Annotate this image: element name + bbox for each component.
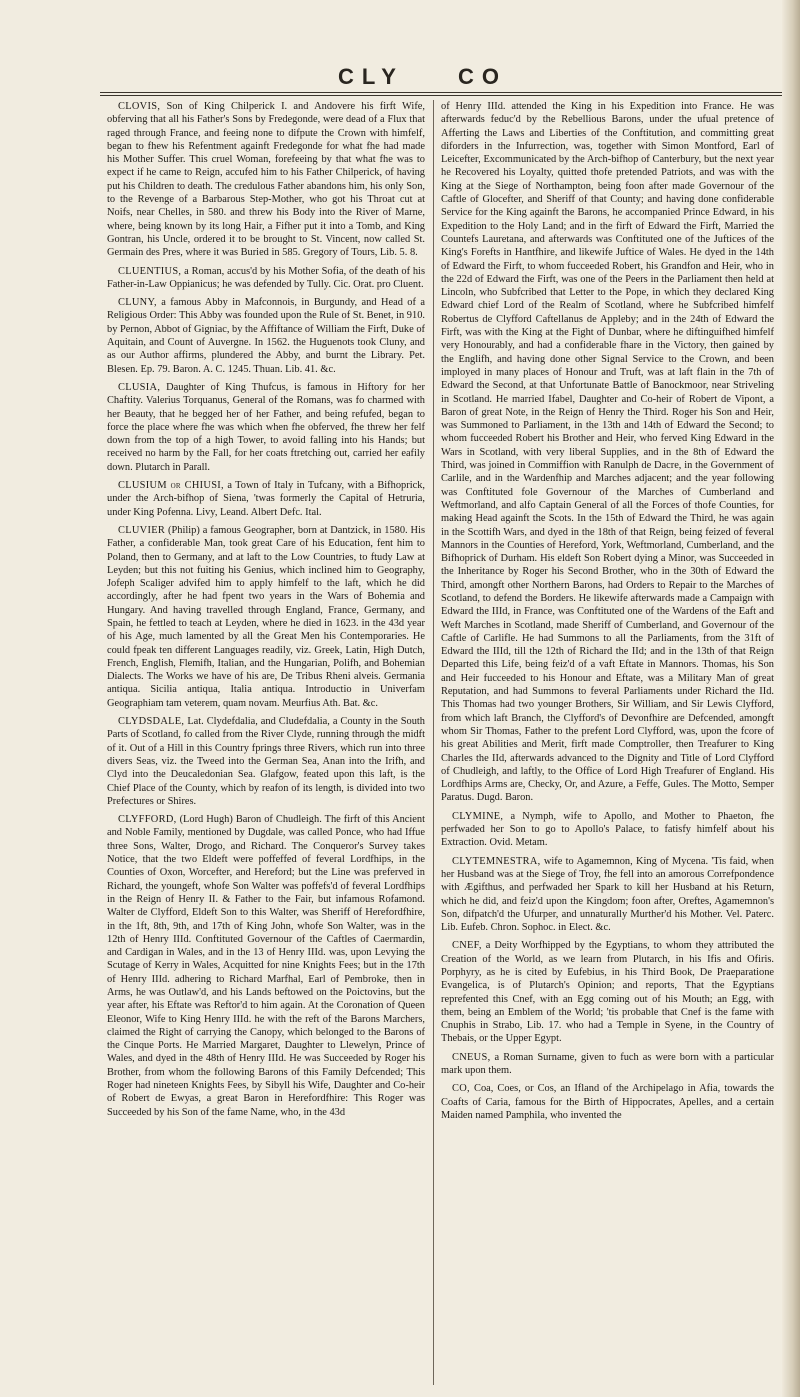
dictionary-entry (107, 479, 425, 519)
entry-text: a Roman, accus'd by his Mother Sofia, of the death of his Father-in-Law Oppianicus; he was defended by Tully. Cic. Orat. pro Cluent. (107, 265, 425, 290)
running-head-left: CLY (338, 64, 404, 89)
entry-headword: CLUVIER (118, 524, 166, 536)
dictionary-entry (441, 1051, 774, 1078)
running-head-right: CO (458, 64, 507, 89)
entry-headword: CLOVIS, (118, 101, 161, 112)
dictionary-entry (107, 296, 425, 376)
entry-text: a Deity Worfhipped by the Egyptians, to whom they attributed the Creation of the World, as we learn from Plutarch, in his Ifis and Ofiris. Porphyry, as he is cited by Eufebius, in his Third Book, De Praeparatione Evangelica, is of Plutarch's Opinion; and reports, That the Egyptians reprefented this Cnef, with an Egg coming out of his Mouth; an Egg, with them, being an Emblem of the World; 'tis probable that Cnef is the fame with Cnuphis in Strabo, Lib. 17. who had a Temple in Syene, in the Country of Thebais, or the Upper Egypt. (441, 940, 774, 1045)
dictionary-entry (107, 100, 425, 260)
header-rule (100, 92, 790, 93)
dictionary-entry (107, 265, 425, 292)
entry-text: of Henry IIId. attended the King in his Expedition into France. He was afterwards feduc'd by the Rebellious Barons, under the ufual pretence of Afferting the Laws and Liberties of the Conftitution, and committing great diforders in the Infurrection, was, together with Simon Montford, Earl of Leicefter, Excommunicated by the Arch-bifhop of Canterbury, but the next year he Recovered his Loyalty, quitted thofe pretended Patriots, and was with the King at the Siege of Northampton, being foon after made Governour of the Caftle of Glocefter, and Sheriff of that County; and having done confiderable Service for the King againft the Barons, he accompanied Prince Edward, in his Expedition to the Holy Land; and in the firft of Edward the Firft, Married the Countefs Lauretana, and afterwards was Conftituted one of the Juftices of the King's Forefts in Hantfhire, and likewife Juftice of Wales. He dyed in the 14th of Edward the Firft, to whom fucceeded Robert, his Grandfon and Heir, who in the 22d of Edward the Firft, was one of the Peers in the Parliament then held at Lincoln, who Subfcribed that Letter to the Pope, in which they declared King Edward chief Lord of the Realm of Scotland, where he Subfcribed himfelf Robertus de Clyfford Caftellanus de Appleby; and in the 24th of Edward the Firft, was with the King at the Fight of Dunbar, where he diftinguifhed himfelf very Honourably, and had a confiderable fhare in the Victory, then gained by the Englifh, and having done other Signal Service to the Crown, and been imployed in many places of Honour and Truft, was at laft flain in the 7th of Edward the Second, at that Unfortunate Battle of Banockmoor, near Striveling in Scotland. He married Ifabel, Daughter and Co-heir of Robert de Vipont, a Baron of great Note, in the Reign of Henry the Third. Roger his Son and Heir, was Summoned to Parliament, in the 13th and 14th of Edward the Second; to whom fucceeded Robert his Brother and Heir, who ferved King Edward in the Wars in Scotland, with very liberal Supplies, and in the 8th of Edward the Third, was joined in Commiffion with Ranulph de Dacre, in the Government of Carlile, and in the Wardenfhip and Marches adjacent; and the year following was Conftituted fole Governour of the Marches of Cumberland and Weftmorland, and alfo Captain General of all the Forces of thofe Counties, for making Head againft the Scots. In the 15th of Edward the Third, he was again in the Scottifh Wars, and dyed in the 18th of that Reign, being feized of feveral Mannors in the Counties of Hereford, York, Weftmorland, Cumberland, and the Bifhoprick of Durham. His eldeft Son Robert dying a Minor, was Succeeded in the Inheritance by Roger his Second Brother, who in the 30th of Edward the Third, amongft other Northern Barons, had Orders to Repair to the Marches of Scotland, to defend the Borders. He likewife afterwards made a Campaign with Edward the IIId, in France, was Conftituted one of the Wardens of the Eaft and Weft Marches in Scotland, made Sheriff of Cumberland, and Governour of the Caftle of Carlifle. He had Summons to all the Parliaments, from the 31ft of Edward the IIId, till the 12th of Richard the IId; and in the 13th of that Reign Departed this Life, being feiz'd of a vaft Eftate in Mannors. Thomas, his Son and Heir fucceeded to his Honour and Eftate, was a Military Man of great Reputation, and had Summons to feveral Parliaments under Richard the IId. This Thomas had two younger Brothers, Sir William, and Sir Lewis Clyfford, from which laft Branch, the Clyfford's of Devonfhire are Defcended, amongft whom Sir Thomas, Father to the prefent Lord Clyfford, was, upon the fcore of his great Abilities and Merit, firft made Comptroller, then Treafurer to King Charles the IId, afterwards advanced to the Dignity and Title of Lord Clyfford of Chudleigh, and laftly, to the Office of Lord High Treafurer of England. His Lordfhips Arms are, Checky, Or, and Azure, a Feffe, Gules. The Motto, Semper Paratus. Dugd. Baron. (441, 101, 774, 804)
entry-text: a Roman Surname, given to fuch as were born with a particular mark upon them. (441, 1051, 774, 1077)
entry-text: a Town of Italy in Tufcany, with a Bifhoprick, under the Arch-bifhop of Siena, 'twas formerly the Capital of Hetruria, under King Pofenna. Livy, Leand. Albert Defc. Ital. (107, 480, 425, 518)
entry-text: Lat. Clydefdalia, and Cludefdalia, a County in the South Parts of Scotland, fo called from the River Clyde, running through the midft of it. Out of a Hill in this Country fprings three Rivers, which run into three divers Seas, viz. the Tweed into the German Sea, Anan into the Irifh, and Clyd into the Deucaledonian Sea. Glafgow, feated upon this laft, is the Chief Place of the County, which by reafon of its length, is divided into two Prefectures or Shires. (107, 716, 425, 807)
dictionary-entry (441, 810, 774, 850)
dictionary-entry (441, 100, 774, 805)
dictionary-entry (107, 715, 425, 808)
entry-headword: CLYTEMNESTRA, (452, 855, 541, 867)
header-rule-double (100, 95, 790, 96)
entry-text: Daughter of King Thufcus, is famous in Hiftory for her Chaftity. Valerius Torquanus, General of the Romans, was fo charmed with her Beauty, that he begged her of her Father, and being refufed, began to force the place where fhe was which when fhe obferved, fhe threw her felf down from the top of a high Tower, to avoid falling into his Hands; but received no harm by the Fall, for her coats ftretching out, carried her eafily down. Plutarch in Parall. (107, 381, 425, 473)
dictionary-entry (107, 813, 425, 1119)
entry-headword: CLYFFORD, (118, 814, 177, 826)
entry-headword: CO, (452, 1083, 470, 1095)
entry-headword: CLUNY, (118, 297, 157, 309)
entry-text: a famous Abby in Mafconnois, in Burgundy, and Head of a Religious Order: This Abby was founded upon the Rule of St. Benet, in 910. by Pernon, Abbot of Gigniac, by the Affiftance of William the Firft, Duke of Aquitain, and Count of Auvergne. In 1562. the Huguenots took Cluny, and as our Author affirms, plundered the Abby, and burnt the Library. Pet. Blesen. Ep. 79. Baron. A. C. 1245. Thuan. Lib. 41. &c. (107, 297, 425, 375)
left-column (107, 100, 425, 1390)
right-column (441, 100, 774, 1390)
entry-headword: CNEF, (452, 940, 482, 952)
entry-headword: CLUSIUM or CHIUSI, (118, 480, 224, 492)
dictionary-entry (107, 381, 425, 474)
dictionary-entry (441, 939, 774, 1045)
entry-text: Coa, Coes, or Cos, an Ifland of the Archipelago in Afia, towards the Coafts of Caria, famous for the Birth of Hippocrates, Apelles, and a certain Maiden named Pamphila, who invented the (441, 1083, 774, 1121)
entry-text: (Lord Hugh) Baron of Chudleigh. The firft of this Ancient and Noble Family, mentioned by Dugdale, was called Ponce, who had Iffue three Sons, Walter, Drogo, and Richard. The Conqueror's Survey takes Notice, that the two Eldeft were poffeffed of feveral Lordfhips, in the Counties of Oxon, Worcefter, and Hereford; but the Line was preferved in Richard, the youngeft, whofe Son Walter was poffefs'd of feveral Lordfhips in the Reign of Henry II. & Father to the Fair, but infamous Rofamond. Walter de Clyfford, Eldeft Son to this Walter, was Sheriff of Herefordfhire, in the 1ft, 8th, 9th, and 17th of King John, whofe Son Walter, was in the 12th of Henry IIId. Conftituted Governour of the Caftles of Caermardin, and Cardigan in Wales, and in the 13 of Henry IIId. was, upon Levying the Scutage of Kerry in Wales, Acquitted for nine Knights Fees; but in the 17th of Henry IIId. adhering to Richard Marfhal, Earl of Pembroke, then in Arms, he was Outlaw'd, and his Lands beftowed on the Poictovins, but the year after, his Eftate was Reftor'd to him again. At the Coronation of Queen Eleonor, Wife to King Henry IIId. he with the reft of the Barons Marchers, claimed the Right of carrying the Canopy, which belonged to the Barons of the Cinque Ports. He Married Margaret, Daughter to Llewelyn, Prince of Wales, and dyed in the 48th of Henry IIId. He was Succeeded by Roger his Brother, from whom the following Barons of this Family Defcended; This Roger had nineteen Knights Fees, by Sibyll his Wife, Daughter and Co-heir of Robert de Ewyas, a great Baron in Herefordfhire: This Roger was Succeeded by his Son of the fame Name, who, in the 43d (107, 814, 425, 1118)
dictionary-entry (441, 855, 774, 935)
entry-headword: CLUSIA, (118, 381, 161, 393)
entry-text: Son of King Chilperick I. and Andovere his firft Wife, obferving that all his Father's Sons by Fredegonde, were dead of a Flux that raged through France, and feeing none to difpute the Crown with himfelf, began to fhew his Refentment againft Fredegonde for what fhe had made his Mother Suffer. This cruel Woman, forefeeing by that what fhe was to expect if he came to Reign, accufed him to his Father Chilperick, of having put his Children to death. The credulous Father abandons him, his only Son, to the Revenge of a Barbarous Step-Mother, who got his Throat cut at Noifs, near Chelles, in 580. and threw his Body into the River of Marne, where, being known by its long Hair, a Fifher put it into a Tomb, and King Gontran, his Uncle, ordered it to be brought to St. Vincent, now called St. Germain des Pres, where it was Buried in 585. Gregory of Tours, Lib. 5. 8. (107, 101, 425, 259)
page-edge-shadow (782, 0, 800, 1397)
entry-headword: CNEUS, (452, 1051, 491, 1063)
column-divider (433, 100, 434, 1385)
entry-text: wife to Agamemnon, King of Mycena. 'Tis faid, when her Husband was at the Siege of Troy, fhe fell into an amorous Correfpondence with Ægifthus, and perfwaded her Spark to kill her Husband at his Return, which he did, and feiz'd upon the Kingdom; foon after, Oreftes, Agamemnon's Son, difpatch'd the Ufurper, and unnaturally Murther'd his Mother. Vel. Paterc. Lib. Eufeb. Chron. Sophoc. in Elect. &c. (441, 855, 774, 934)
entry-headword: CLYMINE, (452, 810, 504, 822)
entry-headword: CLUENTIUS, (118, 265, 182, 277)
entry-headword: CLYDSDALE, (118, 716, 185, 728)
entry-text: (Philip) a famous Geographer, born at Dantzick, in 1580. His Father, a confiderable Man, took great Care of his Education, fent him to Poland, then to Germany, and at laft to the Low Countries, to ftudy Law at Leyden; but this not fuiting his Genius, which inclined him to Geography, Jofeph Scaliger advifed him to apply himfelf to the laft, which he did accordingly, after he had fpent two years in the Wars of Bohemia and Hungary. And having travelled through England, France, Germany, and Spain, he fettled to teach at Leyden, where he died in 1623. in the 43d year of his Age, much lamented by all the Great Men his Contemporaries. He could fpeak ten different Languages readily, viz. Greek, Latin, High Dutch, French, English, Flemifh, Italian, and the Hungarian, Polifh, and Bohemian Dialects. The Works we have of his are, De Tribus Rheni alveis. Germania antiqua. Sicilia antiqua, Italia antiqua. Introductio in Univerfam Geographiam tam veterem, quam novam. Meurfius Ath. Bat. &c. (107, 524, 425, 709)
dictionary-entry (107, 524, 425, 710)
entry-text: a Nymph, wife to Apollo, and Mother to Phaeton, fhe perfwaded her Son to go to Apollo's Palace, to fatisfy himfelf about his Extraction. Ovid. Metam. (441, 810, 774, 849)
dictionary-entry (441, 1082, 774, 1122)
